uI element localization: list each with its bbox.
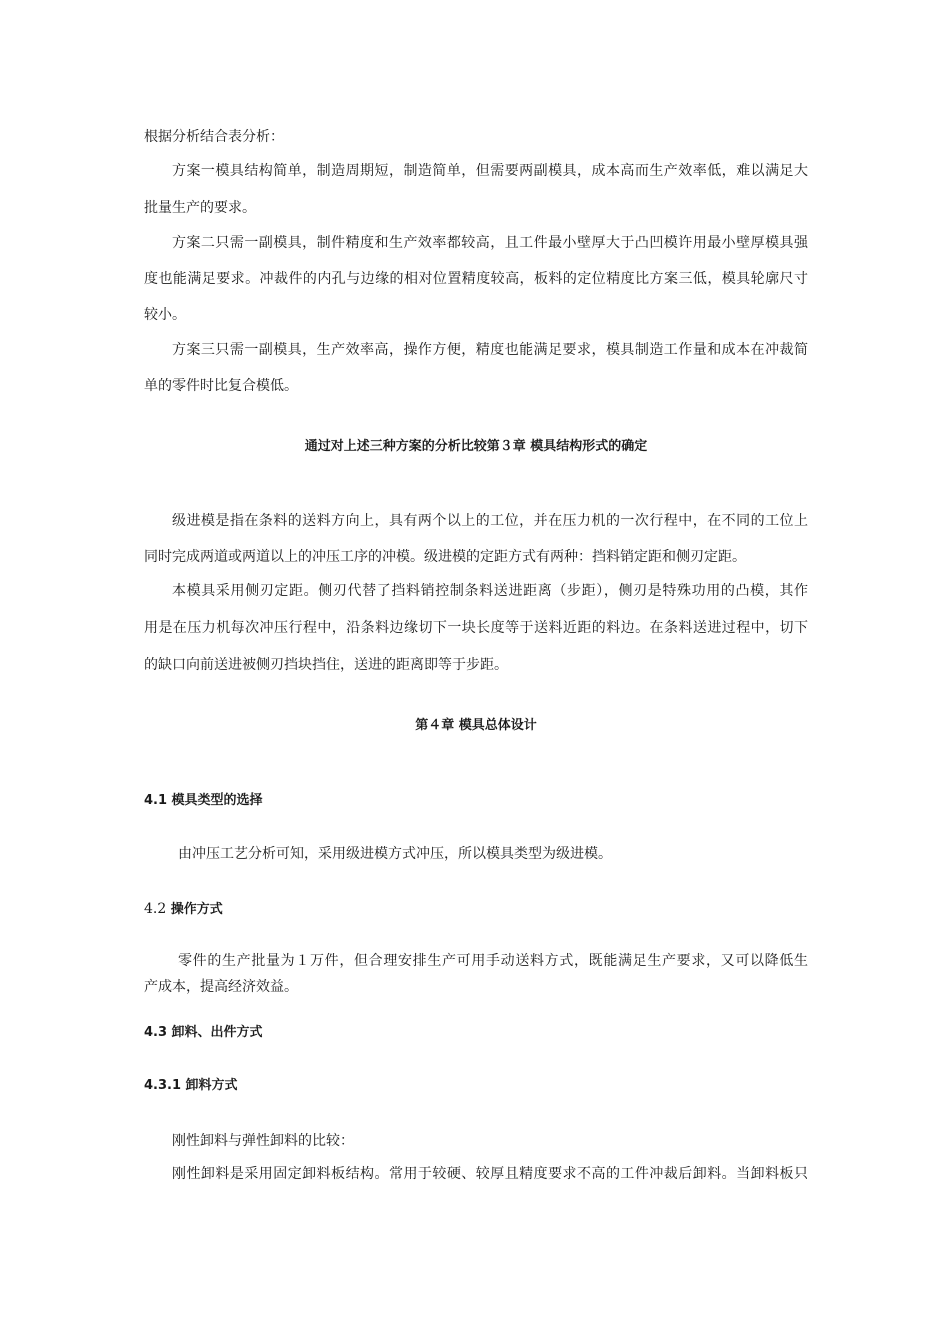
section-4-1-heading: 4.1 模具类型的选择 xyxy=(144,793,263,808)
chapter-4-heading: 第４章 模具总体设计 xyxy=(415,718,537,733)
comparison-intro: 刚性卸料与弹性卸料的比较： xyxy=(172,1133,354,1149)
rigid-unloading-paragraph: 刚性卸料是采用固定卸料板结构。常用于较硬、较厚且精度要求不高的工件冲裁后卸料。当卸料板只 xyxy=(172,1166,808,1182)
section-4-2-number: 4.2 xyxy=(144,901,171,917)
plan2-paragraph-line2: 度也能满足要求。冲裁件的内孔与边缘的相对位置精度较高，板料的定位精度比方案三低，模具轮廓尺寸 xyxy=(144,271,808,287)
plan3-paragraph-line1: 方案三只需一副模具，生产效率高，操作方便，精度也能满足要求，模具制造工作量和成本在冲裁简 xyxy=(172,342,808,358)
plan2-paragraph-line3: 较小。 xyxy=(144,307,186,323)
chapter-3-heading: 通过对上述三种方案的分析比较第３章 模具结构形式的确定 xyxy=(304,439,648,454)
intro-paragraph: 根据分析结合表分析： xyxy=(144,129,284,145)
progressive-die-paragraph-line2: 同时完成两道或两道以上的冲压工序的冲模。级进模的定距方式有两种：挡料销定距和侧刃定距。 xyxy=(144,549,746,565)
section-4-3-1-heading: 4.3.1 卸料方式 xyxy=(144,1078,238,1093)
section-4-1-paragraph: 由冲压工艺分析可知，采用级进模方式冲压，所以模具类型为级进模。 xyxy=(178,846,612,862)
section-4-2-title: 操作方式 xyxy=(170,902,223,917)
section-4-2-paragraph-line2: 产成本，提高经济效益。 xyxy=(144,979,298,995)
section-4-3-heading: 4.3 卸料、出件方式 xyxy=(144,1025,263,1040)
plan1-paragraph-line1: 方案一模具结构简单，制造周期短，制造简单，但需要两副模具，成本高而生产效率低，难以满足大 xyxy=(172,163,808,179)
side-blade-paragraph-line2: 用是在压力机每次冲压行程中，沿条料边缘切下一块长度等于送料近距的料边。在条料送进过程中，切下 xyxy=(144,620,808,636)
plan2-paragraph-line1: 方案二只需一副模具，制件精度和生产效率都较高，且工件最小壁厚大于凸凹模许用最小壁厚模具强 xyxy=(172,235,808,251)
side-blade-paragraph-line3: 的缺口向前送进被侧刃挡块挡住，送进的距离即等于步距。 xyxy=(144,657,508,673)
section-4-2-heading xyxy=(144,900,808,919)
side-blade-paragraph-line1: 本模具采用侧刃定距。侧刃代替了挡料销控制条料送进距离（步距），侧刃是特殊功用的凸模，其作 xyxy=(172,583,808,599)
section-4-2-paragraph-line1: 零件的生产批量为１万件，但合理安排生产可用手动送料方式，既能满足生产要求，又可以降低生 xyxy=(178,953,808,969)
progressive-die-paragraph-line1: 级进模是指在条料的送料方向上，具有两个以上的工位，并在压力机的一次行程中，在不同的工位上 xyxy=(172,513,808,529)
plan3-paragraph-line2: 单的零件时比复合模低。 xyxy=(144,378,298,394)
plan1-paragraph-line2: 批量生产的要求。 xyxy=(144,200,256,216)
